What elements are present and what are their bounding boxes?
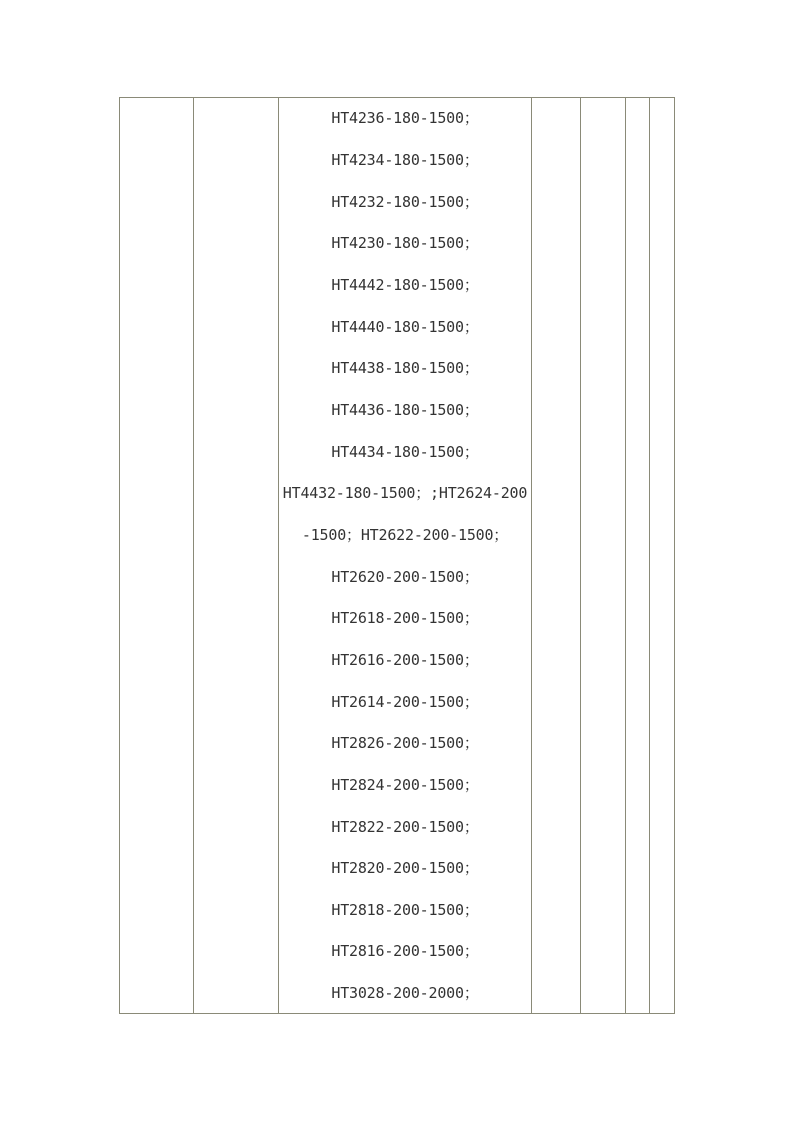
table-cell-line: HT2822-200-1500； xyxy=(331,818,479,836)
table-cell-line: HT3028-200-2000； xyxy=(331,984,479,1002)
column-divider-3 xyxy=(531,97,532,1014)
table-cell-line: HT2824-200-1500； xyxy=(331,776,479,794)
table-cell-line: HT4232-180-1500； xyxy=(331,193,479,211)
table-cell-line: HT2620-200-1500； xyxy=(331,568,479,586)
table-cell-line: HT4440-180-1500； xyxy=(331,318,479,336)
table-cell-line: HT2816-200-1500； xyxy=(331,942,479,960)
table-cell-line: HT4438-180-1500； xyxy=(331,359,479,377)
table-cell-line: HT2616-200-1500； xyxy=(331,651,479,669)
table-cell-line: HT4230-180-1500； xyxy=(331,234,479,252)
table-cell-line: HT4432-180-1500；;HT2624-200 xyxy=(282,484,528,502)
table-cell-line: HT4442-180-1500； xyxy=(331,276,479,294)
column-divider-6 xyxy=(649,97,650,1014)
column-divider-5 xyxy=(625,97,626,1014)
table-cell-line: HT2614-200-1500； xyxy=(331,693,479,711)
column-divider-4 xyxy=(580,97,581,1014)
table-cell-line: HT2818-200-1500； xyxy=(331,901,479,919)
table-cell-line: HT4236-180-1500； xyxy=(331,109,479,127)
column-divider-1 xyxy=(193,97,194,1014)
table-cell-line: HT2820-200-1500； xyxy=(331,859,479,877)
table-cell-line: HT4434-180-1500； xyxy=(331,443,479,461)
table-cell-line: HT4234-180-1500； xyxy=(331,151,479,169)
table-cell-line: HT2618-200-1500； xyxy=(331,609,479,627)
table-cell-line: HT4436-180-1500； xyxy=(331,401,479,419)
table-cell-line: -1500；HT2622-200-1500； xyxy=(301,526,509,544)
table-cell-line: HT2826-200-1500； xyxy=(331,734,479,752)
